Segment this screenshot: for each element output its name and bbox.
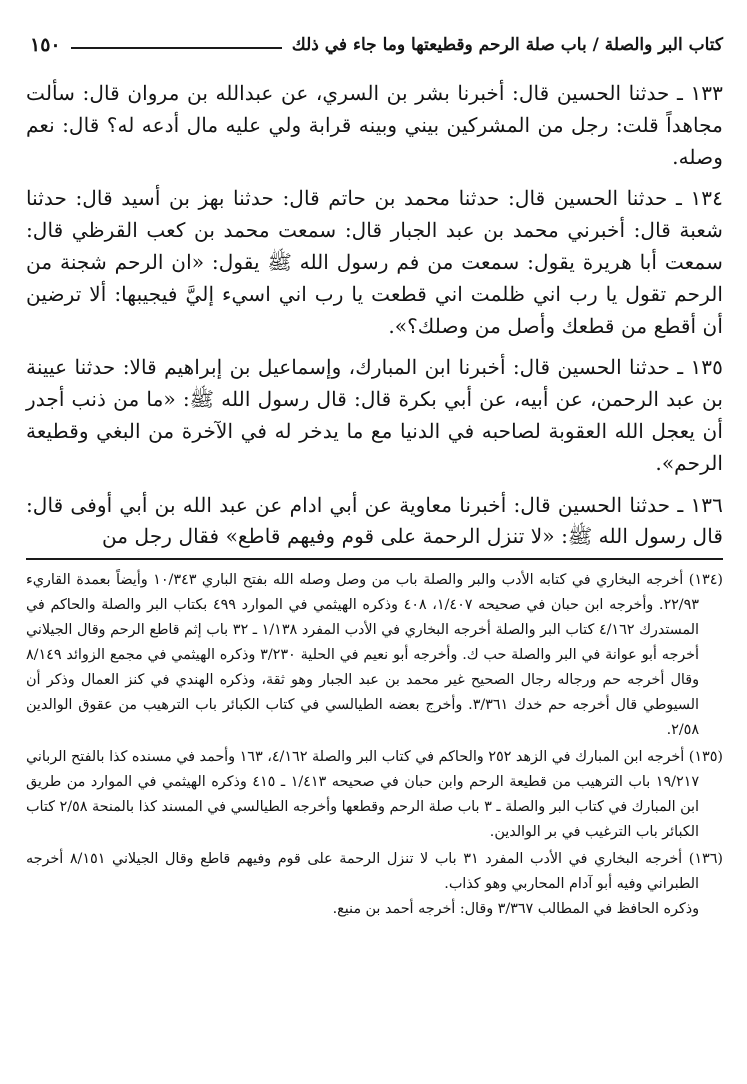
header-rule bbox=[71, 47, 282, 49]
footnotes bbox=[26, 568, 723, 922]
hadith-133: ١٣٣ ـ حدثنا الحسين قال: أخبرنا بشر بن السري، عن عبدالله بن مروان قال: سألت مجاهداً قلت: رجل من المشركين بيني وبينه قرابة ولي عليه مال أدعه له؟ قال: نعم وصله. bbox=[26, 81, 723, 169]
hadith-136: ١٣٦ ـ حدثنا الحسين قال: أخبرنا معاوية عن أبي ادام عن عبد الله بن أبي أوفى قال: قال رسول الله ﷺ: «لا تنزل الرحمة على قوم وفيهم قاطع» فقال رجل من bbox=[26, 492, 723, 549]
page-number: ١٥٠ bbox=[30, 34, 61, 56]
footnote-136: (١٣٦) أخرجه البخاري في الأدب المفرد ٣١ باب لا تنزل الرحمة على قوم وفيهم قاطع وقال الجيلاني ٨/١٥١ أخرجه الطبراني وفيه أبو آدام المحاربي وهو كذاب. bbox=[26, 851, 723, 893]
running-header bbox=[26, 30, 723, 60]
hadith-135: ١٣٥ ـ حدثنا الحسين قال: أخبرنا ابن المبارك، وإسماعيل بن إبراهيم قالا: حدثنا عيينة بن عبد الرحمن، عن أبيه، عن أبي بكرة قال: قال رسول الله ﷺ: «ما من ذنب أجدر أن يعجل الله العقوبة لصاحبه في الدنيا مع ما يدخر له في الآخرة من البغي وقطيعة الرحم». bbox=[26, 355, 723, 475]
chapter-title: كتاب البر والصلة / باب صلة الرحم وقطيعتها وما جاء في ذلك bbox=[291, 35, 723, 55]
hadith-134: ١٣٤ ـ حدثنا الحسين قال: حدثنا محمد بن حاتم قال: حدثنا بهز بن أسيد قال: حدثنا شعبة قال: أخبرني محمد بن عبد الجبار قال: سمعت محمد بن كعب القرظي قال: سمعت أبا هريرة يقول: سمعت من فم رسول الله ﷺ يقول: «ان الرحم شجنة من الرحم تقول يا رب اني ظلمت اني قطعت يا رب اني اسيء إليَّ فيجيبها: ألا ترضين أن أقطع من قطعك وأصل من وصلك؟». bbox=[26, 186, 723, 338]
book-page bbox=[26, 30, 723, 922]
footnote-135: (١٣٥) أخرجه ابن المبارك في الزهد ٢٥٢ والحاكم في كتاب البر والصلة ٤/١٦٢، ١٦٣ وأحمد في مسنده كذا بالفتح الرباني ١٩/٢١٧ باب الترهيب من قطيعة الرحم وابن حبان في صحيحه ١/٤١٣ ـ ٤١٥ وذكره الهيثمي في الموارد من طريق ابن المبارك في كتاب البر والصلة ـ ٣ باب صلة الرحم وقطعها وأخرجه الطيالسي في المسند كذا بالمنحة ٢/٥٨ كتاب الكبائر باب الترغيب في بر الوالدين. bbox=[26, 749, 723, 841]
footnotes-divider bbox=[26, 558, 723, 560]
main-text bbox=[26, 78, 723, 553]
footnote-136-continuation: وذكره الحافظ في المطالب ٣/٣٦٧ وقال: أخرجه أحمد بن منيع. bbox=[332, 901, 699, 918]
footnote-134: (١٣٤) أخرجه البخاري في كتابه الأدب والبر والصلة باب من وصل وصله الله بفتح الباري ١٠/٣٤٣ وأيضاً بعمدة القاريء ٢٢/٩٣. وأخرجه ابن حبان في صحيحه ١/٤٠٧، ٤٠٨ وذكره الهيثمي في الموارد ٤٩٩ بكتاب البر والصلة والحاكم في المستدرك ٤/١٦٢ كتاب البر والصلة أخرجه البخاري في الأدب المفرد ١/١٣٨ ـ ٣٢ باب إثم قاطع الرحم وقال الجيلاني أخرجه أبو عوانة في البر والصلة حب ك. وأخرجه أبو نعيم في الحلية ٣/٢٣٠ وذكره الهيثمي في مجمع الزوائد ٨/١٤٩ وقال أخرجه حم ورجاله رجال الصحيح غير محمد بن عبد الجبار وهو ثقة، وذكره الهندي في كنز العمال وذكر أن السيوطي قال أخرجه حم خدك ٣/٣٦١. وأخرج بعضه الطيالسي في كتاب الكبائر باب الترهيب من عقوق الوالدين ٢/٥٨. bbox=[26, 572, 723, 739]
